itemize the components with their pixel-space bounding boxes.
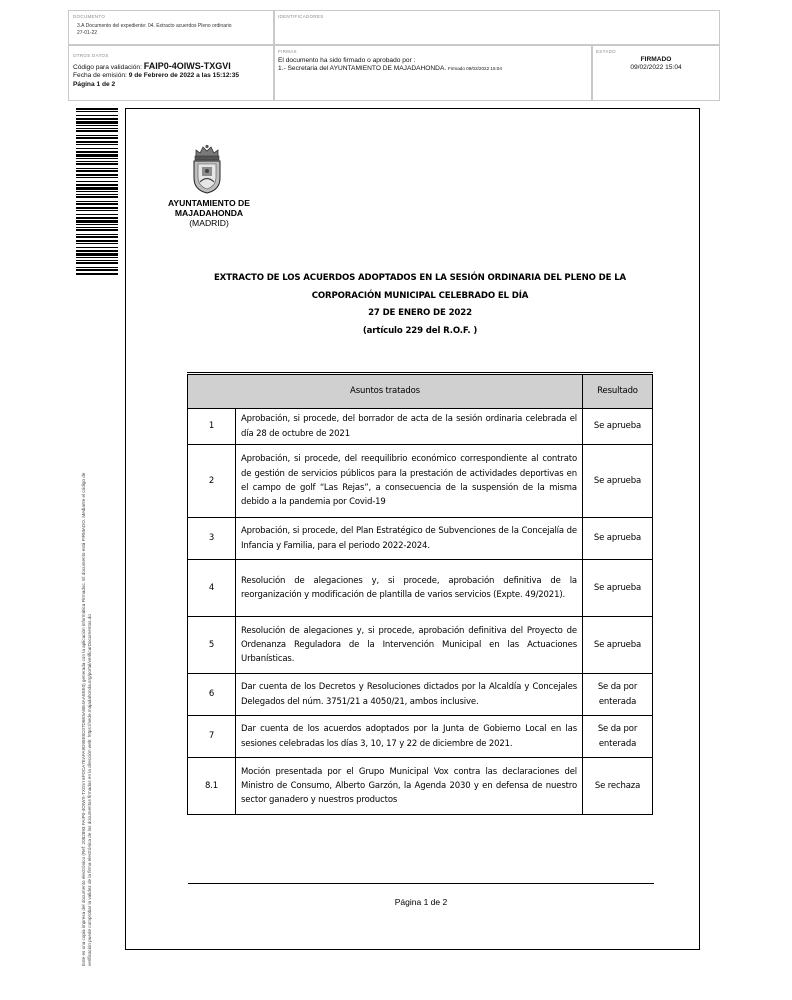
barcode-bar xyxy=(76,267,118,268)
barcode-bar xyxy=(76,141,118,143)
issue-date: 9 de Febrero de 2022 a las 15:12:35 xyxy=(128,72,240,79)
table-row xyxy=(188,716,653,758)
barcode-bar xyxy=(76,196,118,198)
barcode-bar xyxy=(76,214,118,215)
barcode-bar xyxy=(76,137,118,139)
barcode-bar xyxy=(76,163,118,165)
barcode-bar xyxy=(76,210,118,211)
row-number: 6 xyxy=(188,674,236,716)
table-row xyxy=(188,674,653,716)
barcode-bar xyxy=(76,203,118,205)
row-number: 8.1 xyxy=(188,758,236,815)
signer: 1.- Secretaria del AYUNTAMIENTO DE MAJADAHONDA. xyxy=(278,65,447,72)
barcode-bar xyxy=(76,151,118,153)
status-badge: FIRMADO xyxy=(640,56,672,63)
barcode-bar xyxy=(76,220,118,223)
verification-line-2: verificación puede comprobar la validez de la firma electrónica de los documentos firmados en la dirección web: https://sede.majadahonda.org/portal/verificarDocumentos.do xyxy=(87,614,92,966)
barcode-bar xyxy=(76,170,118,172)
barcode-bar xyxy=(76,111,118,112)
row-number: 3 xyxy=(188,518,236,560)
barcode-bar xyxy=(76,273,118,275)
barcode-bar xyxy=(76,236,118,238)
title-line-2: CORPORACIÓN MUNICIPAL CELEBRADO EL DÍA xyxy=(311,290,529,301)
table-row xyxy=(188,445,653,518)
barcode-bar xyxy=(76,158,118,159)
row-number: 1 xyxy=(188,409,236,445)
barcode-bar xyxy=(76,269,118,271)
barcode-bar xyxy=(76,108,118,110)
barcode-bar xyxy=(76,130,118,132)
validation-code-line: Código para validación: FAIP0-4OIWS-TXGVI xyxy=(73,61,231,71)
row-subject: Moción presentada por el Grupo Municipal Vox contra las declaraciones del Ministro de Consumo, Alberto Garzón, la Agenda 2030 y en defensa de nuestro sector ganadero y nuestros productos xyxy=(236,758,583,815)
header-page-count: Página 1 de 2 xyxy=(73,81,116,88)
header-subject: Asuntos tratados xyxy=(188,374,583,409)
barcode-bar xyxy=(76,191,118,192)
barcode-bar xyxy=(76,253,118,256)
barcode-bar xyxy=(76,243,118,244)
coat-of-arms-icon xyxy=(190,144,224,194)
signer-line xyxy=(278,65,502,74)
row-result: Se da por enterada xyxy=(583,674,653,716)
row-result: Se aprueba xyxy=(583,617,653,674)
barcode-bar xyxy=(76,181,118,182)
barcode-bar xyxy=(76,201,118,202)
barcode-bar xyxy=(76,148,118,149)
row-subject: Resolución de alegaciones y, si procede, aprobación definitiva de la reorganización y modificación de plantilla de varios servicios (Expte. 49/2021). xyxy=(236,560,583,617)
barcode-bar xyxy=(76,207,118,209)
otros-datos-caption: OTROS DATOS xyxy=(73,53,109,58)
identificadores-caption: IDENTIFICADORES xyxy=(278,14,324,19)
row-result: Se aprueba xyxy=(583,445,653,518)
table-header-row xyxy=(188,374,653,409)
signed-date: Firmado 09/02/2022 15:04 xyxy=(448,66,502,71)
verification-side-text xyxy=(81,306,93,966)
barcode-bar xyxy=(76,121,118,124)
status-date: 09/02/2022 15:04 xyxy=(630,64,682,71)
header-identificadores-box xyxy=(274,10,720,45)
barcode-bar xyxy=(76,184,118,186)
footer-divider xyxy=(188,883,654,884)
header-result: Resultado xyxy=(583,374,653,409)
row-subject: Aprobación, si procede, del Plan Estratégico de Subvenciones de la Concejalía de Infancia y Familia, para el periodo 2022-2024. xyxy=(236,518,583,560)
barcode-bar xyxy=(76,224,118,225)
row-number: 5 xyxy=(188,617,236,674)
barcode-bar xyxy=(76,247,118,248)
table-row xyxy=(188,409,653,445)
page-number: Página 1 de 2 xyxy=(394,897,448,907)
barcode-bar xyxy=(76,194,118,195)
table-row xyxy=(188,617,653,674)
row-result: Se aprueba xyxy=(583,560,653,617)
firmas-intro: El documento ha sido firmado o aprobado por : xyxy=(278,57,416,64)
barcode-bar xyxy=(76,229,118,231)
barcode-bar xyxy=(76,135,118,136)
estado-caption: ESTADO xyxy=(596,49,616,54)
barcode-bar xyxy=(76,257,118,258)
organization-name: AYUNTAMIENTO DE MAJADAHONDA (MADRID) xyxy=(168,198,250,228)
title-date: 27 DE ENERO DE 2022 xyxy=(368,308,472,318)
document-title xyxy=(190,270,650,340)
agenda-table xyxy=(187,372,653,815)
row-result: Se aprueba xyxy=(583,409,653,445)
barcode-bar xyxy=(76,154,118,157)
barcode-bar xyxy=(76,161,118,162)
barcode-bar xyxy=(76,260,118,261)
barcode-bar xyxy=(76,125,118,126)
barcode-bar xyxy=(76,240,118,242)
barcode-bar xyxy=(76,227,118,228)
row-subject: Dar cuenta de los acuerdos adoptados por la Junta de Gobierno Local en las sesiones celebradas los días 3, 10, 17 y 22 de diciembre de 2021. xyxy=(236,716,583,758)
barcode-bar xyxy=(76,217,118,219)
table-row xyxy=(188,518,653,560)
row-subject: Aprobación, si procede, del borrador de acta de la sesión ordinaria celebrada el día 28 de octubre de 2021 xyxy=(236,409,583,445)
row-number: 2 xyxy=(188,445,236,518)
table-row xyxy=(188,560,653,617)
barcode-bar xyxy=(76,250,118,252)
documento-caption: DOCUMENTO xyxy=(73,14,106,19)
title-article: (artículo 229 del R.O.F. ) xyxy=(362,325,478,336)
row-result: Se aprueba xyxy=(583,518,653,560)
barcode-bar xyxy=(76,234,118,235)
documento-text: 3.A Documento del expediente: 04. Extracto acuerdos Pleno ordinario 27-01-22 xyxy=(77,23,232,36)
barcode-bar xyxy=(76,128,118,129)
firmas-caption: FIRMAS xyxy=(278,49,297,54)
title-line-1: EXTRACTO DE LOS ACUERDOS ADOPTADOS EN LA SESIÓN ORDINARIA DEL PLENO DE LA xyxy=(213,273,627,283)
row-result: Se da por enterada xyxy=(583,716,653,758)
issue-date-line: Fecha de emisión: 9 de Febrero de 2022 a las 15:12:35 xyxy=(73,72,240,79)
barcode-bar xyxy=(76,177,118,178)
barcode-bar xyxy=(76,118,118,120)
row-result: Se rechaza xyxy=(583,758,653,815)
barcode-bar xyxy=(76,174,118,176)
barcode-bar xyxy=(76,187,118,190)
verification-line-1: Este es una copia impresa del documento electrónico (Ref: 2082893 FAIP0-4OIWS-TXGVI 6FDCA7EAFA9D95E8C07D6E5ABE4AA5EE0) generada con la aplicación informática Firmadoc. El documento está FIRMADO. Mediante el código de xyxy=(81,472,86,966)
row-subject: Aprobación, si procede, del reequilibrio económico correspondiente al contrato de gestión de servicios públicos para la prestación de actividades deportivas en el campo de golf “Las Rejas”, a consecuencia de la suspensión de la misma debido a la pandemia por Covid-19 xyxy=(236,445,583,518)
table-row xyxy=(188,758,653,815)
row-number: 7 xyxy=(188,716,236,758)
barcode-bar xyxy=(76,262,118,264)
row-number: 4 xyxy=(188,560,236,617)
row-subject: Resolución de alegaciones y, si procede, aprobación definitiva del Proyecto de Ordenanza Reguladora de la Intervención Municipal en las Actuaciones Urbanísticas. xyxy=(236,617,583,674)
barcode-bar xyxy=(76,168,118,169)
barcode-bar xyxy=(76,115,118,116)
row-subject: Dar cuenta de los Decretos y Resoluciones dictados por la Alcaldía y Concejales Delegados del núm. 3751/21 a 4050/21, ambos inclusive. xyxy=(236,674,583,716)
barcode-bar xyxy=(76,144,118,145)
validation-code: FAIP0-4OIWS-TXGVI xyxy=(143,61,231,71)
barcode xyxy=(76,108,118,276)
